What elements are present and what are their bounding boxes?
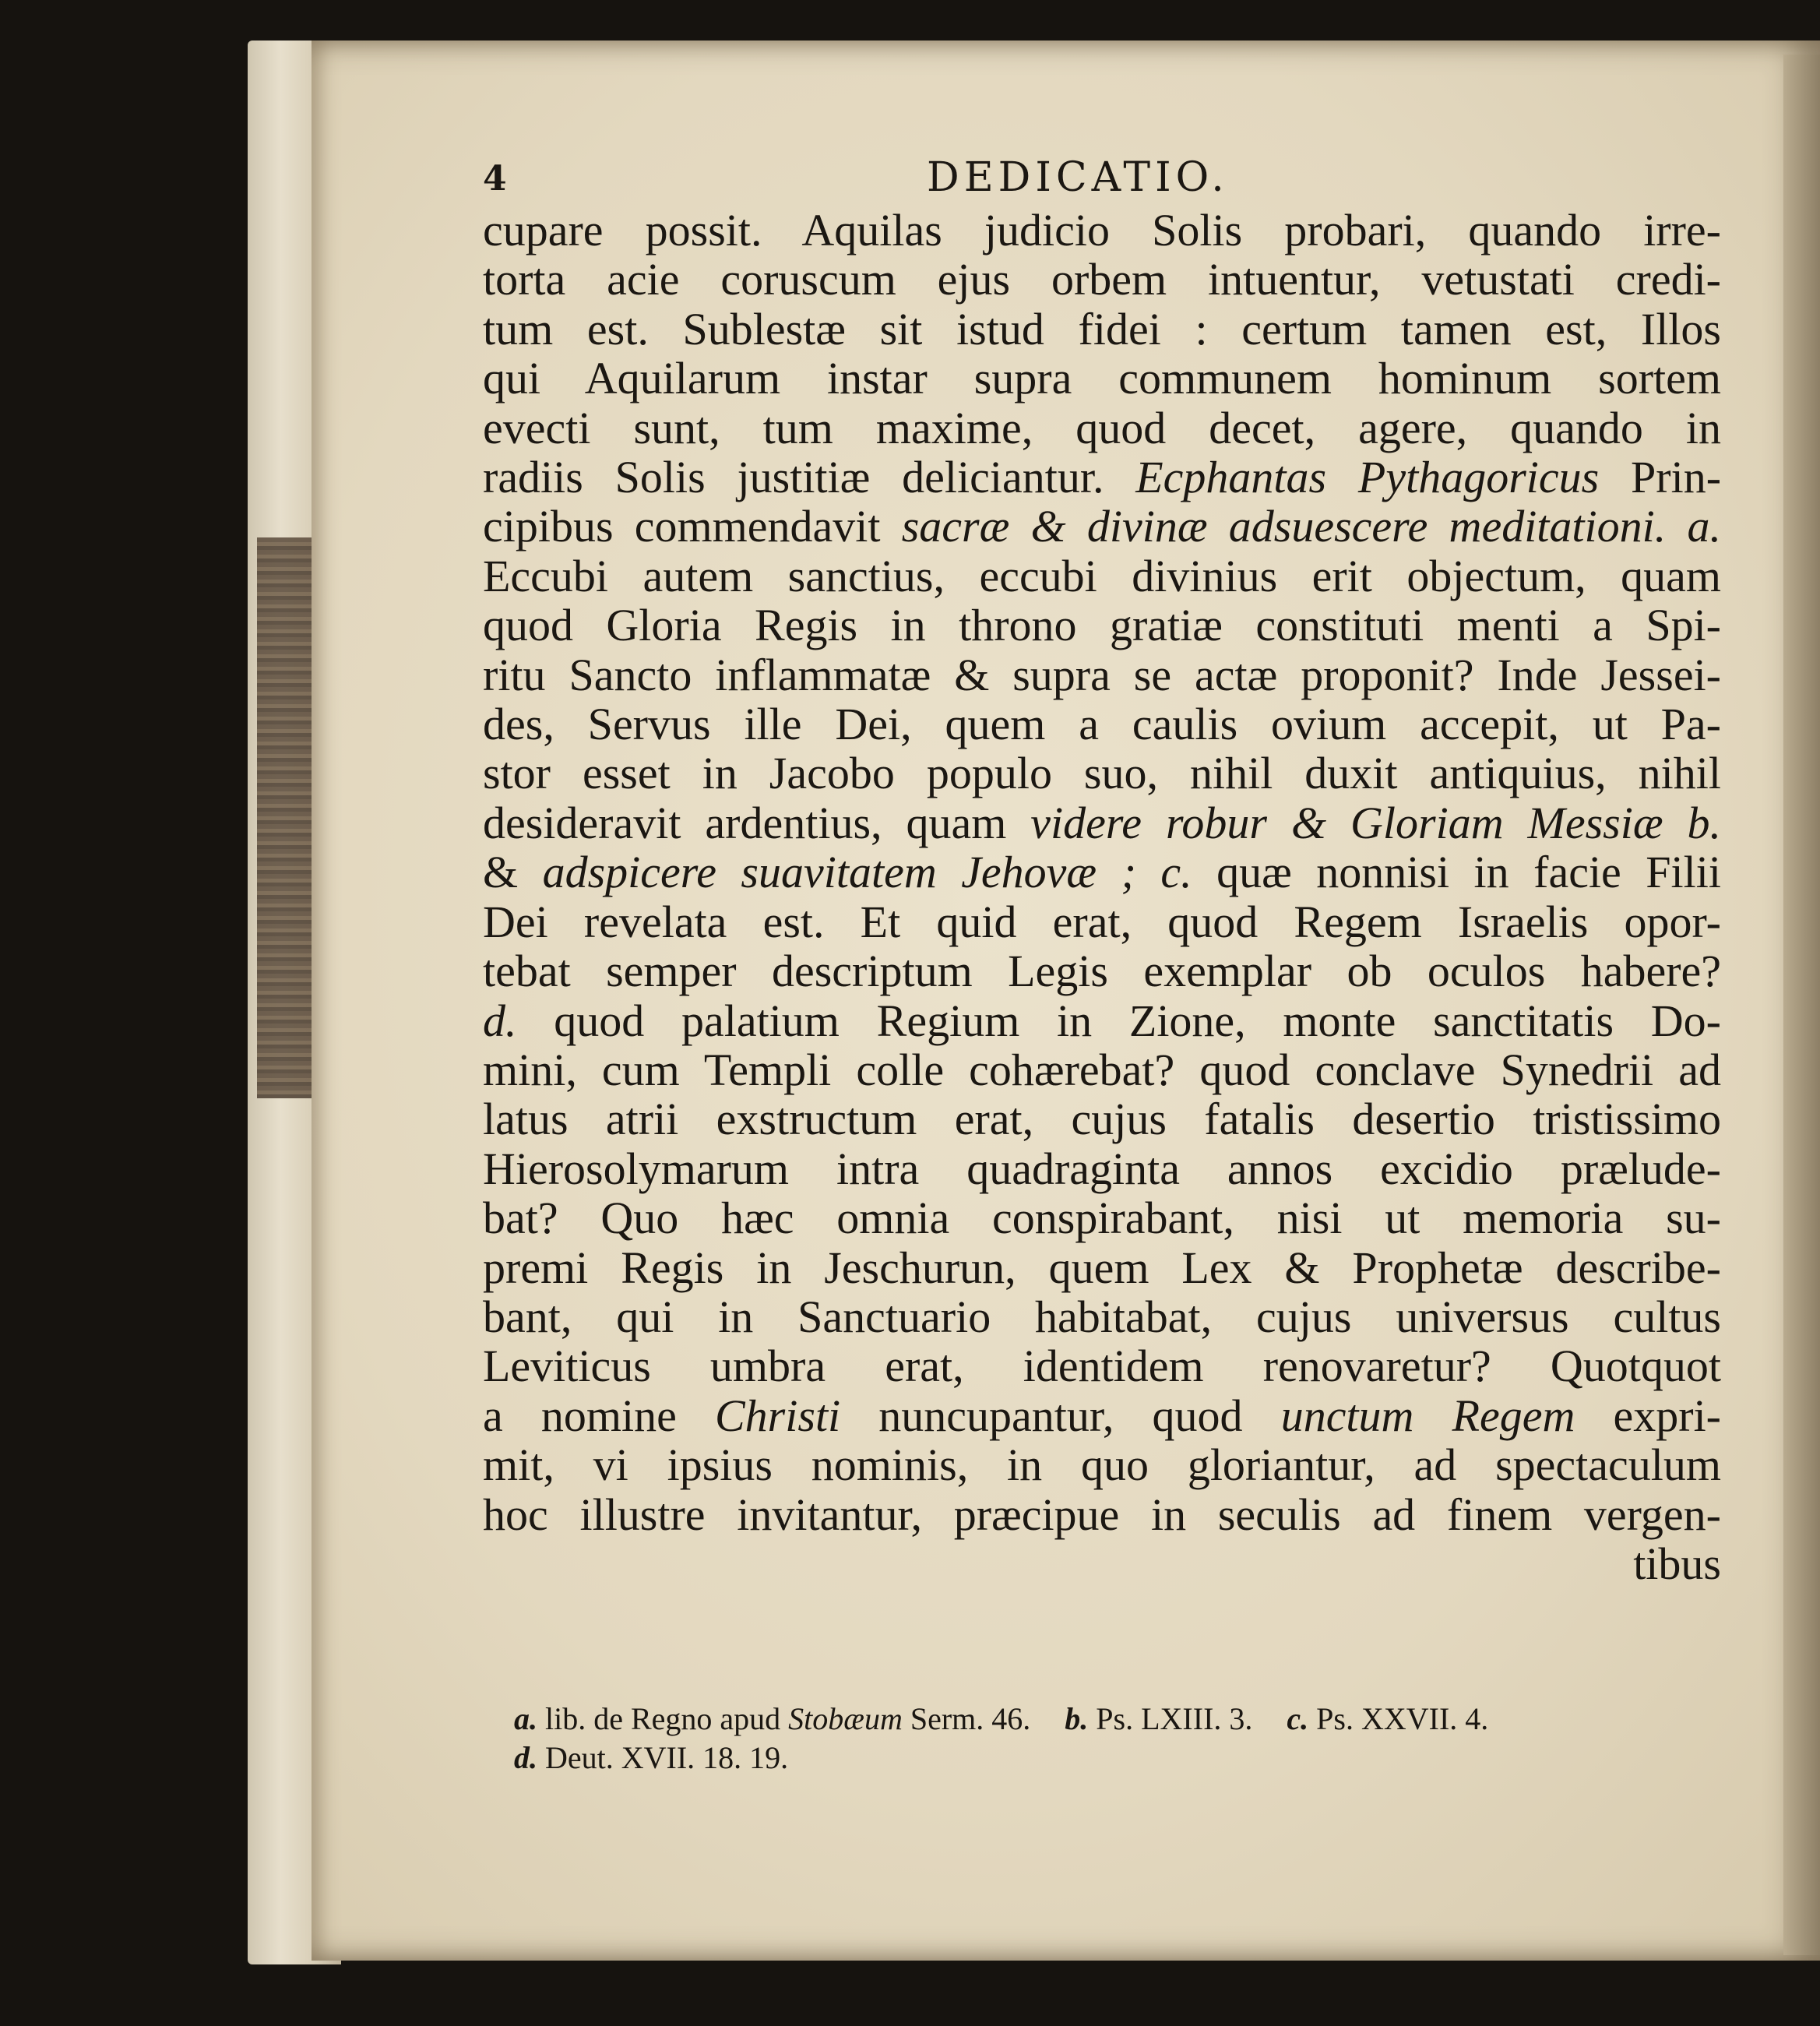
text-run: quæ nonnisi in facie Filii — [1192, 847, 1721, 898]
text-block — [483, 148, 1721, 1588]
text-line — [483, 996, 1721, 1045]
text-run: a nomine — [483, 1390, 715, 1441]
text-run: desideravit ardentius, quam — [483, 797, 1031, 848]
italic-text-run: adspicere suavitatem Jehovæ ; c. — [542, 847, 1192, 898]
footnote-mark: c. — [1287, 1701, 1317, 1736]
footnote-item — [1287, 1700, 1488, 1739]
footnote-item — [514, 1739, 788, 1778]
text-line — [483, 305, 1721, 354]
text-line — [483, 798, 1721, 847]
italic-text-run: unctum Regem — [1280, 1390, 1575, 1441]
footnote-text: Ps. XXVII. 4. — [1316, 1701, 1489, 1736]
text-line — [483, 502, 1721, 551]
text-run: ritu Sancto inflammatæ & supra se actæ proponit? Inde Jessei- — [483, 649, 1721, 700]
text-line — [483, 403, 1721, 453]
italic-text-run: Ecphantas Pythagoricus — [1135, 452, 1600, 503]
text-line — [483, 1292, 1721, 1341]
text-line — [483, 847, 1721, 897]
footnote-line — [514, 1739, 1729, 1778]
facing-page-edge — [1783, 55, 1820, 1955]
footnotes — [514, 1700, 1729, 1778]
text-run: des, Servus ille Dei, quem a caulis ovium accepit, ut Pa- — [483, 699, 1721, 750]
footnote-text: lib. de Regno apud — [545, 1701, 789, 1736]
text-line — [483, 749, 1721, 798]
text-line — [483, 1144, 1721, 1193]
text-run: tum est. Sublestæ sit istud fidei : certum tamen est, Illos — [483, 303, 1721, 354]
text-line — [483, 551, 1721, 601]
text-line — [483, 453, 1721, 502]
text-line — [483, 897, 1721, 946]
text-run: cipibus commendavit — [483, 501, 902, 552]
text-line — [483, 1045, 1721, 1094]
text-run: quod palatium Regium in Zione, monte sanctitatis Do- — [516, 995, 1721, 1046]
text-run: evecti sunt, tum maxime, quod decet, agere, quando in — [483, 402, 1721, 453]
text-line — [483, 946, 1721, 995]
running-head: DEDICATIO. — [927, 154, 1229, 201]
footnote-italic: Stobæum — [788, 1701, 903, 1736]
body-text — [483, 206, 1721, 1588]
footnote-line — [514, 1700, 1729, 1739]
text-run: quod Gloria Regis in throno gratiæ constituti menti a Spi- — [483, 600, 1721, 651]
italic-text-run: Christi — [715, 1390, 841, 1441]
footnote-text: Ps. LXIII. 3. — [1096, 1701, 1253, 1736]
text-line — [483, 699, 1721, 749]
footnote-text: Deut. XVII. 18. 19. — [545, 1740, 789, 1775]
footnote-mark: d. — [514, 1740, 545, 1775]
text-run: cupare possit. Aquilas judicio Solis probari, quando irre- — [483, 205, 1721, 255]
text-run: nuncupantur, quod — [840, 1390, 1281, 1441]
text-line — [483, 1539, 1721, 1588]
text-line — [483, 650, 1721, 699]
text-run: qui Aquilarum instar supra communem hominum sortem — [483, 353, 1721, 404]
text-run: mini, cum Templi colle cohærebat? quod conclave Synedrii ad — [483, 1044, 1721, 1095]
text-line — [483, 1440, 1721, 1489]
text-line — [483, 1193, 1721, 1242]
text-line — [483, 1243, 1721, 1292]
text-line — [483, 1391, 1721, 1440]
text-run: radiis Solis justitiæ deliciantur. — [483, 452, 1136, 503]
page-header — [483, 148, 1721, 206]
text-run: Eccubi autem sanctius, eccubi divinius erit objectum, quam — [483, 550, 1721, 601]
text-line — [483, 354, 1721, 403]
footnote-mark: b. — [1065, 1701, 1097, 1736]
italic-text-run: sacræ & divinæ adsuescere meditationi. a. — [901, 501, 1722, 552]
text-run: hoc illustre invitantur, præcipue in seculis ad finem vergen- — [483, 1489, 1721, 1540]
page-number: 4 — [483, 159, 507, 199]
italic-text-run: d. — [483, 995, 517, 1046]
text-line — [483, 206, 1721, 255]
text-run: mit, vi ipsius nominis, in quo gloriantur, ad spectaculum — [483, 1439, 1721, 1491]
text-run: latus atrii exstructum erat, cujus fatalis desertio tristissimo — [483, 1094, 1721, 1145]
footnote-item — [514, 1700, 1030, 1739]
text-line — [483, 601, 1721, 650]
text-run: Hierosolymarum intra quadraginta annos excidio prælude- — [483, 1143, 1721, 1194]
text-run: premi Regis in Jeschurun, quem Lex & Prophetæ describe- — [483, 1242, 1721, 1293]
text-run: torta acie coruscum ejus orbem intuentur, vetustati credi- — [483, 254, 1721, 305]
footnote-mark: a. — [514, 1701, 545, 1736]
text-run: tibus — [1633, 1538, 1721, 1589]
text-line — [483, 1490, 1721, 1539]
text-line — [483, 255, 1721, 304]
text-run: Dei revelata est. Et quid erat, quod Regem Israelis opor- — [483, 896, 1721, 947]
text-run: Prin- — [1599, 452, 1722, 503]
text-run: & — [483, 847, 543, 898]
text-run: tebat semper descriptum Legis exemplar ob oculos habere? — [483, 946, 1721, 997]
italic-text-run: videre robur & Gloriam Messiæ b. — [1030, 797, 1721, 848]
text-run: bant, qui in Sanctuario habitabat, cujus universus cultus — [483, 1291, 1721, 1342]
text-run: bat? Quo hæc omnia conspirabant, nisi ut memoria su- — [483, 1193, 1721, 1244]
text-line — [483, 1341, 1721, 1390]
text-run: Leviticus umbra erat, identidem renovaretur? Quotquot — [483, 1341, 1721, 1392]
footnote-item — [1065, 1700, 1252, 1739]
footnote-text-rest: Serm. 46. — [902, 1701, 1031, 1736]
text-line — [483, 1094, 1721, 1143]
text-run: expri- — [1575, 1390, 1721, 1441]
text-run: stor esset in Jacobo populo suo, nihil duxit antiquius, nihil — [483, 748, 1721, 799]
